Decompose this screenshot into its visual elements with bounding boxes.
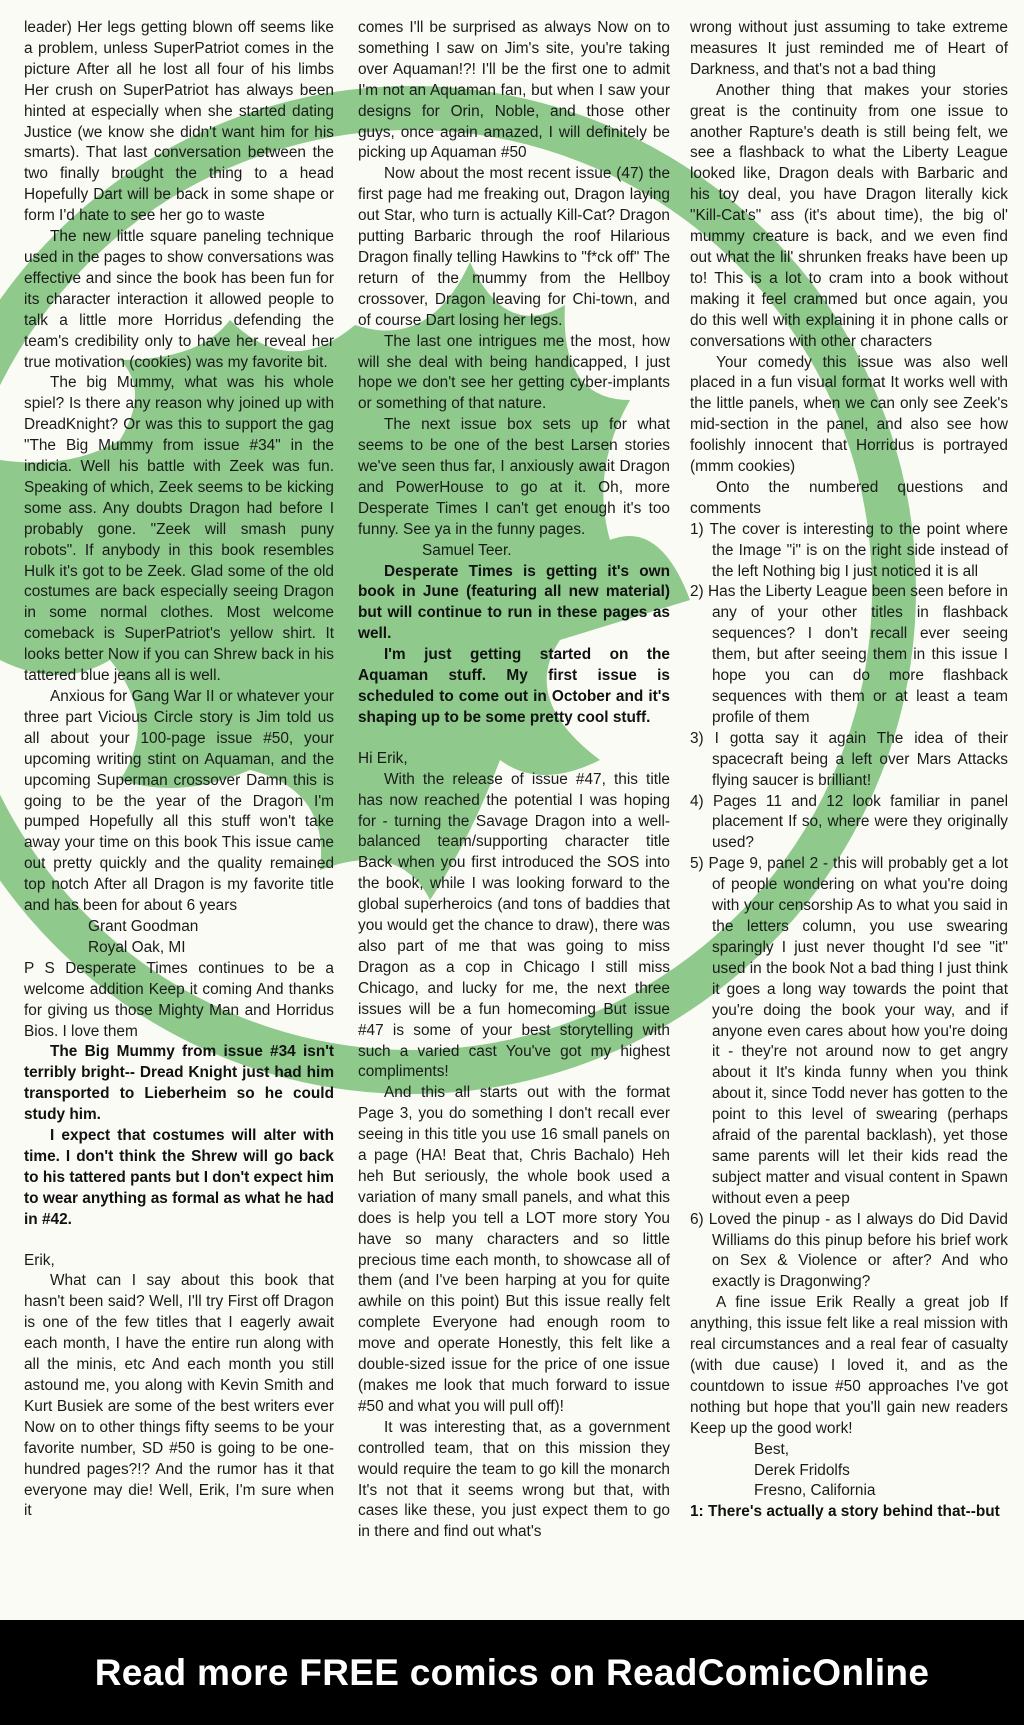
letter-paragraph: It was interesting that, as a government controlled team, that on this mission they would require the team to go kill the monarch It's not that it seems wrong but that, with cases like these, you just expect them to go in there and find out what's	[358, 1418, 670, 1541]
letter-paragraph: A fine issue Erik Really a great job If anything, this issue felt like a real mission with real circumstances and a real fear of casualty (with due cause) I loved it, and as the countdown to issue #50 approaches I've got nothing but hope that you'll gain new readers Keep up the good work!	[690, 1294, 1008, 1437]
numbered-comment: 3) I gotta say it again The idea of their spacecraft being a left over Mars Attacks flying saucer is brilliant!	[690, 729, 1008, 789]
letter-signature-name: Grant Goodman	[88, 917, 199, 935]
letter-closing: Best,	[754, 1440, 790, 1458]
letter-paragraph: The new little square paneling technique used in the pages to show conversations was effective and since the book has been fun for its character interaction it allowed people to talk a little more Horridus defending the team's credibility only to have her reveal her true motivation (cookies) was my favorite bit.	[24, 228, 334, 371]
editor-reply: 1: There's actually a story behind that--but	[690, 1503, 1000, 1521]
letter-paragraph: What can I say about this book that hasn't been said? Well, I'll try First off Dragon is one of the few titles that I eagerly await each month, I have the entire run along with all the minis, etc And each month you still astound me, you along with Kevin Smith and Kurt Busiek are some of the best writers ever Now on to other things fifty seems to be your favorite number, SD #50 is going to be one-hundred pages?!? And the rumor has it that everyone may die! Well, Erik, I'm sure when it	[24, 1272, 334, 1520]
letter-salutation: Hi Erik,	[358, 749, 408, 767]
letter-paragraph: The last one intrigues me the most, how will she deal with being handicapped, I just hope we don't see her getting cyber-implants or something of that nature.	[358, 332, 670, 413]
letter-paragraph: The big Mummy, what was his whole spiel? Is there any reason why joined up with DreadKnight? Or was this to support the gag "The Big Mummy from issue #34" in the indicia. Well his battle with Zeek was fun. Speaking of which, Zeek seems to be kicking some ass. Any doubts Dragon had before I probably gone. "Zeek will smash puny robots". If anybody in this book resembles Hulk it's got to be Zeek. Glad some of the old costumes are back especially seeing Dragon in some normal clothes. Most welcome comeback is SuperPatriot's yellow shirt. It looks better Now if you can Shrew back in his tattered blue jeans all is well.	[24, 374, 334, 685]
letter-paragraph: Onto the numbered questions and comments	[690, 478, 1008, 517]
numbered-comment: 1) The cover is interesting to the point where the Image "i" is on the right side instead of the left Nothing big I just noticed it is all	[690, 520, 1008, 580]
promo-footer-text: Read more FREE comics on ReadComicOnline	[94, 1651, 930, 1693]
editor-reply: I expect that costumes will alter with time. I don't think the Shrew will go back to his tattered pants but I don't expect him to wear anything as formal as what he had in #42.	[24, 1127, 334, 1228]
numbered-comment: 6) Loved the pinup - as I always do Did David Williams do this pinup before his brief work on Sex & Violence or after? And who exactly is Dragonwing?	[690, 1210, 1008, 1291]
numbered-comment: 5) Page 9, panel 2 - this will probably get a lot of people wondering on what you're doing with your censorship As to what you said in the letters column, you use swearing sparingly I just never thought I'd see "it" used in the book Not a bad thing I just think it goes a long way towards the point that you're doing the book your way, and if anyone even cares about how you're doing it - they're not around now to get angry about it It's kinda funny when you think about it, since Todd never has gotten to the point to this level of swearing (perhaps afraid of the parental backlash), yet those same parents will let their kids read the subject matter and visual content in Spawn without even a peep	[690, 855, 1008, 1207]
numbered-comment: 4) Pages 11 and 12 look familiar in panel placement If so, where were they originally used?	[690, 792, 1008, 852]
letter-paragraph: Another thing that makes your stories great is the continuity from one issue to another Rapture's death is still being felt, we see a flashback to what the Liberty League looked like, Dragon deals with Barbaric and his toy deal, you have Dragon literally kick "Kill-Cat's" ass (it's about time), the big ol' mummy creature is back, and we even find out what the lil' shrunken freaks have been up to! This is a lot to cram into a book without making it feel crammed but once again, you do this well with explaining it in phone calls or conversations with other characters	[690, 81, 1008, 350]
editor-reply: I'm just getting started on the Aquaman stuff. My first issue is scheduled to come out in October and it's shaping up to be some pretty cool stuff.	[358, 646, 670, 726]
letter-paragraph: With the release of issue #47, this title has now reached the potential I was hoping for - turning the Savage Dragon into a well-balanced team/supporting character title Back when you first introduced the SOS into the book, while I was looking forward to the global superheroics (and tons of baddies that you would get the chance to draw), there was also part of me that was going to miss Dragon as a cop in Chicago I still miss Chicago, and lucky for me, the next three issues will be a fun homecoming But issue #47 is some of your best storytelling with such a varied cast You've got my highest compliments!	[358, 770, 670, 1081]
letter-paragraph: Now about the most recent issue (47) the first page had me freaking out, Dragon laying out Star, who turn is actually Kill-Cat? Dragon putting Barbaric through the roof Hilarious Dragon finally telling Hawkins to "f*ck off" The return of the mummy from the Hellboy crossover, Dragon leaving for Chi-town, and of course Dart losing her legs.	[358, 165, 670, 329]
letter-signature-location: Royal Oak, MI	[88, 938, 186, 956]
letter-paragraph: wrong without just assuming to take extreme measures It just reminded me of Heart of Darkness, and that's not a bad thing	[690, 19, 1008, 78]
numbered-comment: 2) Has the Liberty League been seen before in any of your other titles in flashback sequences? I don't recall ever seeing them, but after seeing them in this issue I hope you can do more flashback sequences with them or at least a team profile of them	[690, 583, 1008, 726]
editor-reply: The Big Mummy from issue #34 isn't terribly bright-- Dread Knight just had him transported to Lieberheim so he could study him.	[24, 1043, 334, 1124]
letter-signature-name: Samuel Teer.	[422, 541, 512, 559]
letter-paragraph: leader) Her legs getting blown off seems like a problem, unless SuperPatriot comes in the picture After all he lost all four of his limbs Her crush on SuperPatriot has always been hinted at especially when she started dating Justice (we know she didn't want him for his smarts). That last conversation between the two finally brought the thing to a head Hopefully Dart will be back in some shape or form I'd hate to see her go to waste	[24, 19, 334, 225]
letter-paragraph: The next issue box sets up for what seems to be one of the best Larsen stories we've seen thus far, I anxiously await Dragon and PowerHouse to go at it. Oh, more Desperate Times I can't get enough it's too funny. See ya in the funny pages.	[358, 416, 670, 538]
letter-paragraph: comes I'll be surprised as always Now on to something I saw on Jim's site, you're taking over Aquaman!?! I'll be the first one to admit I'm not an Aquaman fan, but when I saw your designs for Orin, Noble, and those other guys, once again amazed, I will definitely be picking up Aquaman #50	[358, 19, 670, 162]
letters-column-right	[690, 18, 1008, 1523]
letter-signature-location: Fresno, California	[754, 1482, 876, 1500]
editor-reply: Desperate Times is getting it's own book in June (featuring all new material) but will continue to run in these pages as well.	[358, 562, 670, 643]
letter-postscript: P S Desperate Times continues to be a welcome addition Keep it coming And thanks for giving us those Mighty Man and Horridus Bios. I love them	[24, 959, 334, 1040]
letter-salutation: Erik,	[24, 1251, 55, 1269]
letters-column-middle	[358, 18, 670, 1543]
letters-column-left	[24, 18, 334, 1522]
letter-paragraph: Your comedy this issue was also well placed in a fun visual format It works well with the little panels, when we can only see Zeek's mid-section in the panel, and also see how foolishly innocent that Horridus is portrayed (mmm cookies)	[690, 353, 1008, 476]
promo-footer-banner	[0, 1620, 1024, 1725]
letter-signature-name: Derek Fridolfs	[754, 1461, 850, 1479]
letter-paragraph: And this all starts out with the format Page 3, you do something I don't recall ever seeing in this title you use 16 small panels on a page (HA! Beat that, Chris Bachalo) Heh heh But seriously, the whole book used a variation of many small panels, and what this does is help you tell a LOT more story You have so many characters and so little precious time each month, to showcase all of them (and I've been harping at you for quite awhile on this point) But this issue really felt complete Everyone had enough room to move and operate Honestly, this felt like a double-sized issue for the price of one issue (makes me look that much forward to issue #50 and what you will pull off)!	[358, 1084, 670, 1415]
letter-paragraph: Anxious for Gang War II or whatever your three part Vicious Circle story is Jim told us all about your 100-page issue #50, your upcoming writing stint on Aquaman, and the upcoming Superman crossover Damn this is going to be the year of the Dragon I'm pumped Hopefully all this stuff won't take away your time on this book This issue came out pretty quickly and the quality remained top notch After all Dragon is my favorite title and has been for about 6 years	[24, 688, 334, 915]
